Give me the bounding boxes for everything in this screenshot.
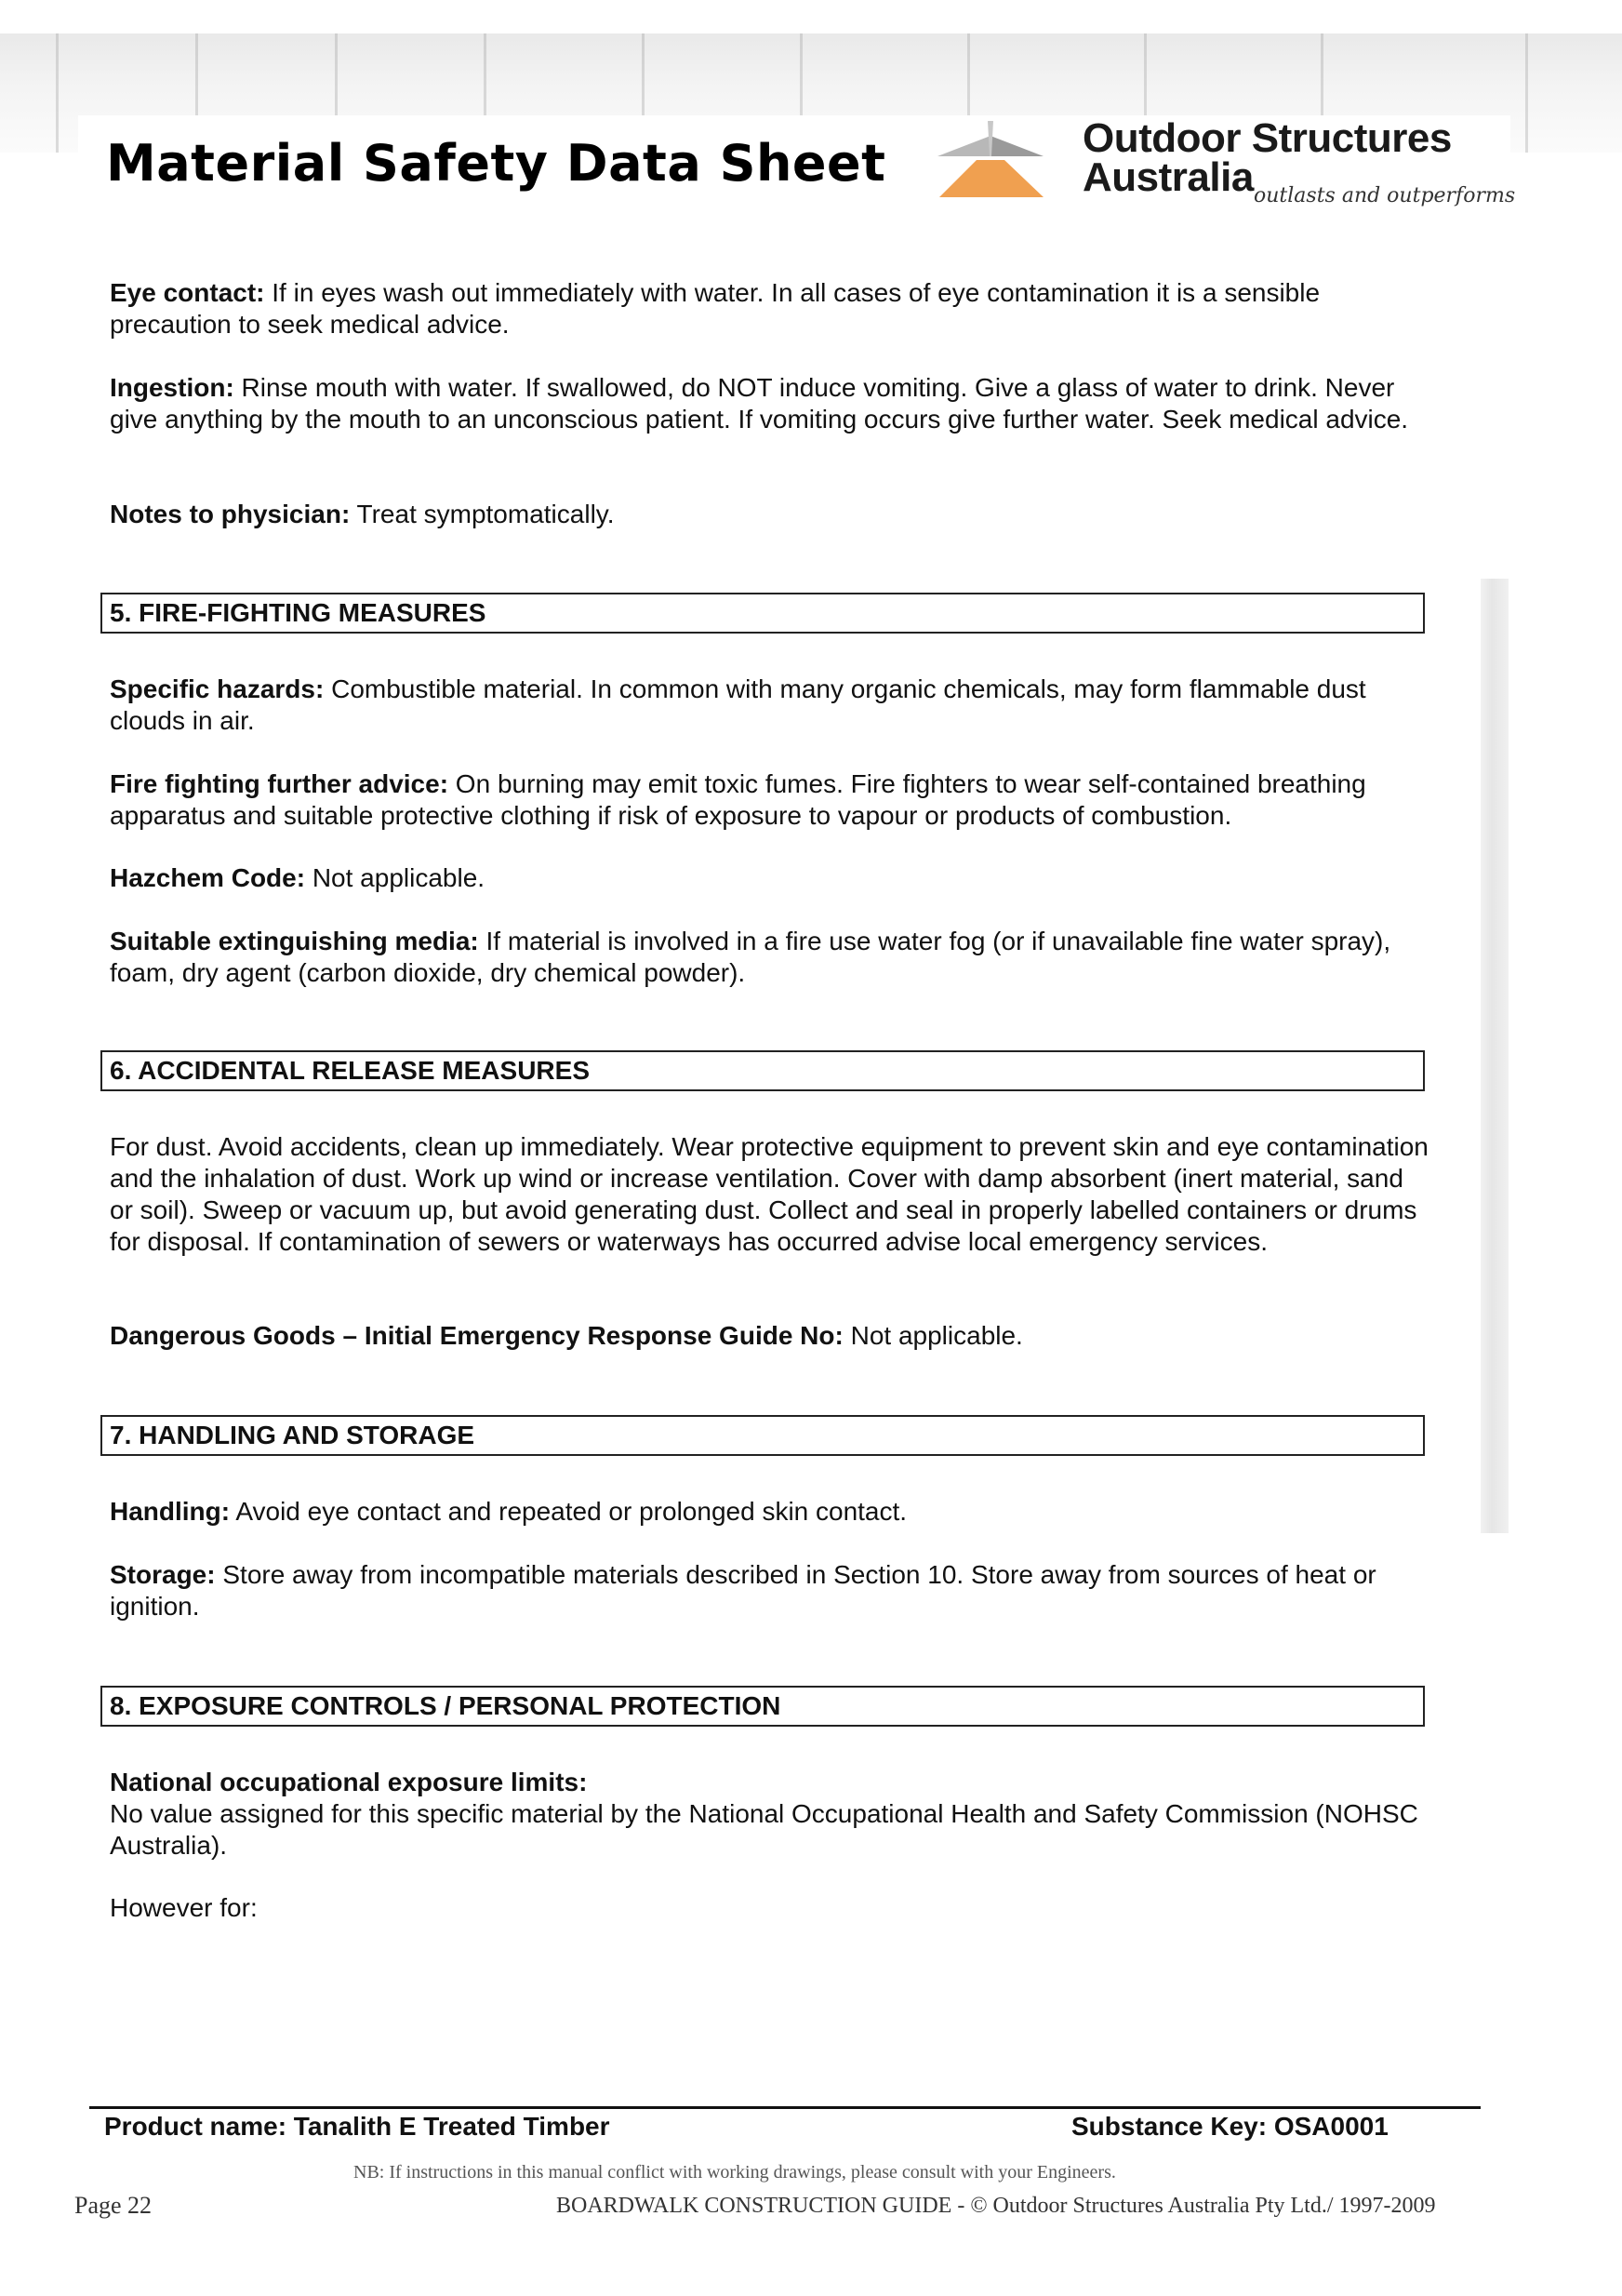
banner-plank (56, 33, 59, 153)
footer-product-name: Product name: Tanalith E Treated Timber (104, 2112, 610, 2141)
ingestion-text: Rinse mouth with water. If swallowed, do NOT induce vomiting. Give a glass of water to drink. Never give anything by the mouth to an unconscious patient. If vomiting occurs give further water. Seek medical advice. (110, 373, 1409, 434)
extinguishing-media-label: Suitable extinguishing media: (110, 927, 479, 955)
accidental-release-paragraph: For dust. Avoid accidents, clean up immediately. Wear protective equipment to prevent skin and eye contamination and the inhalation of dust. Work up wind or increase ventilation. Cover with damp absorbent (inert material, sand or soil). Sweep or vacuum up, but avoid generating dust. Collect and seal in properly labelled containers or drums for disposal. If contamination of sewers or waterways has occurred advise local emergency services. (110, 1132, 1429, 1256)
fire-advice-text: On burning may emit toxic fumes. Fire fighters to wear self-contained breathing apparatus and suitable protective clothing if risk of exposure to vapour or products of combustion. (110, 769, 1366, 830)
physician-label: Notes to physician: (110, 500, 351, 528)
specific-hazards-text: Combustible material. In common with many organic chemicals, may form flammable dust clouds in air. (110, 674, 1366, 735)
storage-paragraph (110, 1559, 1430, 1622)
ingestion-paragraph (110, 372, 1430, 435)
banner-plank (1525, 33, 1528, 153)
section-8-heading: 8. EXPOSURE CONTROLS / PERSONAL PROTECTION (100, 1686, 1425, 1727)
company-tagline: outlasts and outperforms (1254, 184, 1516, 207)
eye-contact-paragraph (110, 277, 1430, 340)
specific-hazards-paragraph (110, 674, 1430, 737)
fire-advice-paragraph (110, 768, 1430, 832)
dangerous-goods-label: Dangerous Goods – Initial Emergency Response Guide No: (110, 1321, 844, 1350)
however-for-text: However for: (110, 1893, 258, 1922)
physician-text: Treat symptomatically. (350, 500, 615, 528)
handling-label: Handling: (110, 1497, 231, 1526)
dangerous-goods-paragraph (110, 1320, 1430, 1352)
section-5-heading: 5. FIRE-FIGHTING MEASURES (100, 593, 1425, 634)
footer-guide-copyright: BOARDWALK CONSTRUCTION GUIDE - © Outdoor Structures Australia Pty Ltd./ 1997-2009 (556, 2194, 1436, 2218)
storage-text: Store away from incompatible materials described in Section 10. Store away from sources of heat or ignition. (110, 1560, 1376, 1621)
company-name-line2: Australia (1083, 154, 1254, 200)
footer-divider (89, 2106, 1481, 2109)
page-number: Page 22 (74, 2192, 153, 2219)
decorative-side-strip (1481, 579, 1509, 1533)
footer-substance-key: Substance Key: OSA0001 (1071, 2112, 1389, 2141)
exposure-limits-text: No value assigned for this specific material by the National Occupational Health and Safety Commission (NOHSC Australia). (110, 1799, 1418, 1860)
exposure-limits-paragraph (110, 1767, 1430, 1862)
specific-hazards-label: Specific hazards: (110, 674, 325, 703)
hazchem-paragraph (110, 862, 1430, 894)
ingestion-label: Ingestion: (110, 373, 234, 402)
eye-contact-label: Eye contact: (110, 278, 265, 307)
company-name-line1: Outdoor Structures (1083, 115, 1452, 161)
fire-advice-label: Fire fighting further advice: (110, 769, 449, 798)
hazchem-text: Not applicable. (305, 863, 485, 892)
extinguishing-media-paragraph (110, 926, 1430, 989)
exposure-limits-label: National occupational exposure limits: (110, 1768, 588, 1796)
handling-paragraph (110, 1496, 1430, 1528)
footer-note: NB: If instructions in this manual conflict with working drawings, please consult with your Engineers. (353, 2162, 1116, 2183)
dangerous-goods-text: Not applicable. (843, 1321, 1023, 1350)
physician-paragraph (110, 499, 1430, 530)
section-7-heading: 7. HANDLING AND STORAGE (100, 1415, 1425, 1456)
section-6-heading: 6. ACCIDENTAL RELEASE MEASURES (100, 1050, 1425, 1091)
company-logo-icon (930, 119, 1051, 201)
storage-label: Storage: (110, 1560, 216, 1589)
page-title: Material Safety Data Sheet (106, 134, 886, 193)
extinguishing-media-text: If material is involved in a fire use water fog (or if unavailable fine water spray), foam, dry agent (carbon dioxide, dry chemical powder). (110, 927, 1391, 987)
handling-text: Avoid eye contact and repeated or prolonged skin contact. (230, 1497, 908, 1526)
eye-contact-text: If in eyes wash out immediately with water. In all cases of eye contamination it is a sensible precaution to seek medical advice. (110, 278, 1321, 339)
hazchem-label: Hazchem Code: (110, 863, 306, 892)
